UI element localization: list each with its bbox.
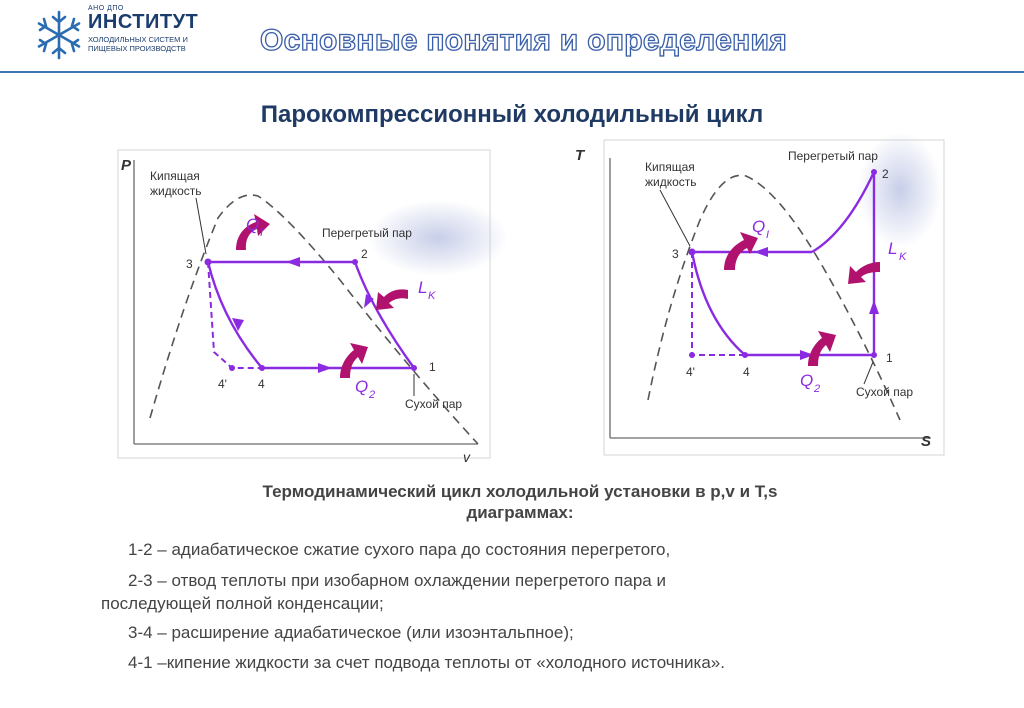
ts-q2-label: Q [800,371,814,390]
pv-point-4prime [229,365,235,371]
ts-lk-label: L [888,239,898,258]
ts-label-3: 3 [672,247,679,261]
pv-point-3 [205,259,212,266]
pv-label-4prime: 4' [218,377,227,391]
ts-label-4: 4 [743,365,750,379]
ts-diagram [575,132,944,455]
pv-point-1 [411,365,417,371]
ts-boiling-label-2: жидкость [645,175,697,189]
pv-diagram [118,150,508,465]
pv-q1-label: Q [246,215,260,234]
step-4-1: 4-1 –кипение жидкости за счет подвода теплоты от «холодного источника». [128,653,725,672]
step-1-2: 1-2 – адиабатическое сжатие сухого пара до состояния перегретого, [128,540,671,559]
logo-name: ИНСТИТУТ [88,11,199,33]
pv-label-3: 3 [186,257,193,271]
pv-label-4: 4 [258,377,265,391]
ts-label-1: 1 [886,351,893,365]
pv-lk-label: L [418,278,428,297]
ts-q1-sub: I [766,229,770,241]
ts-point-1 [871,352,877,358]
caption-title-line2: диаграммах: [466,503,574,522]
ts-q2-sub: 2 [814,383,821,395]
pv-point-4 [259,365,265,371]
caption-title-line1: Термодинамический цикл холодильной установки в p,v и T,s [262,482,778,501]
pv-q2-label: Q [355,377,369,396]
ts-x-axis-label: S [921,433,932,450]
pv-q2-sub: 2 [369,389,376,401]
ts-label-2: 2 [882,167,889,181]
header-title: Основные понятия и определения [260,24,788,57]
logo-subtitle-line2: ПИЩЕВЫХ ПРОИЗВОДСТВ [88,44,186,53]
ts-point-4prime [689,352,695,358]
ts-lk-sub: K [899,251,907,263]
ts-label-4prime: 4' [686,365,695,379]
caption-title [100,481,940,523]
step-3-4: 3-4 – расширение адиабатическое (или изоэнтальпное); [128,623,574,642]
pv-q1-sub: I [260,227,264,239]
ts-point-4 [742,352,748,358]
pv-point-2 [352,259,358,265]
pv-x-axis-label: v [463,449,470,465]
ts-superheated-label: Перегретый пар [788,149,878,163]
logo-subtitle-line1: ХОЛОДИЛЬНЫХ СИСТЕМ И [88,35,188,44]
pv-label-1: 1 [429,360,436,374]
step-2-3: 2-3 – отвод теплоты при изобарном охлаждении перегретого пара и [128,571,666,590]
ts-q1-label: Q [752,217,766,236]
pv-lk-sub: K [428,290,436,302]
logo-org-type: АНО ДПО [88,5,124,12]
pv-label-2: 2 [361,247,368,261]
step-2-3-continued: последующей полной конденсации; [101,594,384,613]
slide-title: Парокомпрессионный холодильный цикл [260,101,764,128]
pv-boiling-label-2: жидкость [150,184,202,198]
ts-point-3 [689,249,696,256]
ts-y-axis-label: T [575,147,585,164]
pv-y-axis-label: P [121,157,132,174]
pv-boiling-label-1: Кипящая [150,169,200,183]
pv-dry-vapor-label: Сухой пар [405,397,463,411]
ts-boiling-label-1: Кипящая [645,160,695,174]
ts-dry-vapor-label: Сухой пар [856,385,914,399]
ts-point-2 [871,169,877,175]
pv-superheated-label: Перегретый пар [322,226,412,240]
